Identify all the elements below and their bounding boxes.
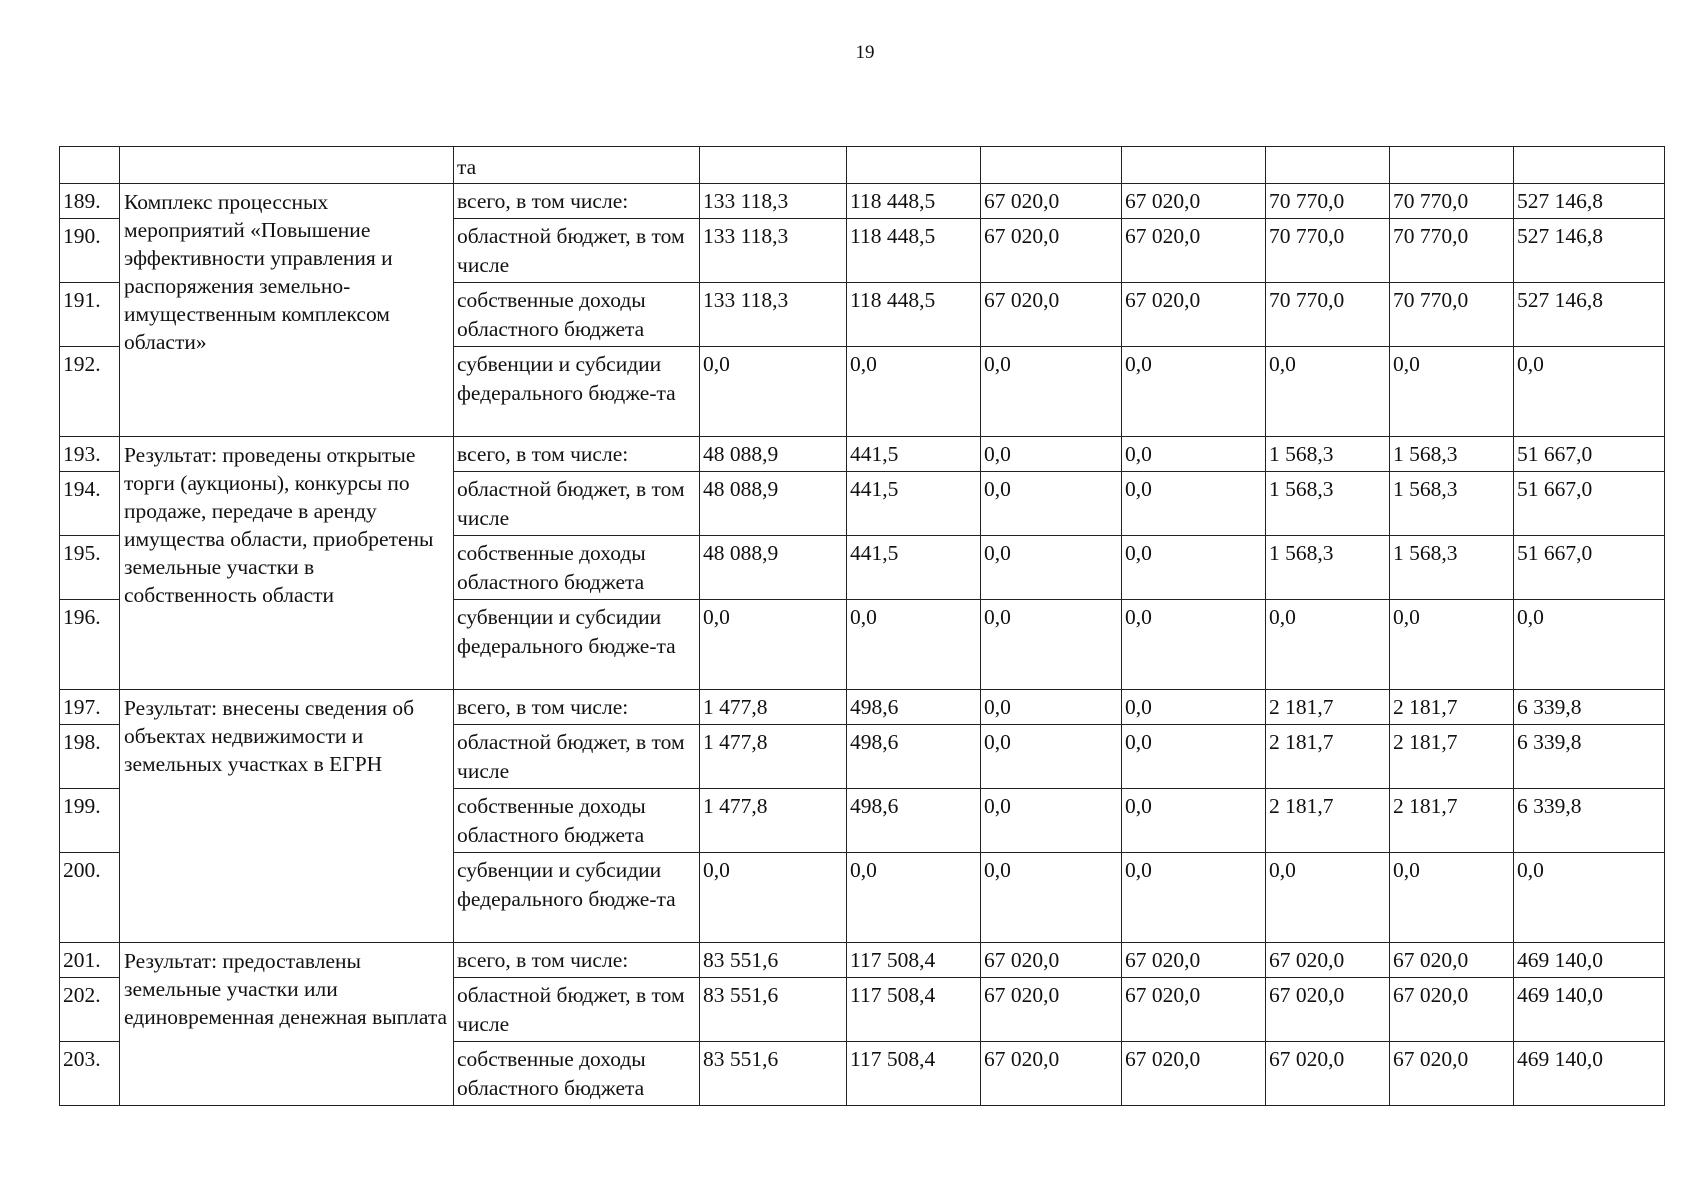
value-cell: 498,6 — [847, 789, 981, 853]
value-cell: 0,0 — [1122, 789, 1266, 853]
table-cell — [700, 147, 847, 184]
row-number: 203. — [60, 1042, 120, 1106]
value-cell: 0,0 — [1390, 853, 1514, 943]
value-cell: 0,0 — [981, 536, 1122, 600]
value-cell: 133 118,3 — [700, 283, 847, 347]
value-cell: 0,0 — [1514, 853, 1665, 943]
value-cell: 0,0 — [847, 347, 981, 437]
value-cell: 441,5 — [847, 437, 981, 472]
row-number: 193. — [60, 437, 120, 472]
event-description: Результат: предоставлены земельные участки или единовременная денежная выплата — [120, 943, 454, 1106]
value-cell: 0,0 — [981, 347, 1122, 437]
value-cell: 0,0 — [847, 600, 981, 690]
value-cell: 67 020,0 — [1122, 978, 1266, 1042]
value-cell: 441,5 — [847, 472, 981, 536]
value-cell: 67 020,0 — [1390, 978, 1514, 1042]
row-number: 192. — [60, 347, 120, 437]
row-number: 201. — [60, 943, 120, 978]
value-cell: 67 020,0 — [981, 1042, 1122, 1106]
value-cell: 51 667,0 — [1514, 536, 1665, 600]
value-cell: 70 770,0 — [1390, 283, 1514, 347]
value-cell: 70 770,0 — [1390, 219, 1514, 283]
value-cell: 0,0 — [700, 347, 847, 437]
value-cell: 0,0 — [1122, 690, 1266, 725]
value-cell: 1 477,8 — [700, 690, 847, 725]
value-cell: 133 118,3 — [700, 219, 847, 283]
value-cell: 0,0 — [981, 437, 1122, 472]
funding-source: субвенции и субсидии федерального бюдже-та — [454, 853, 700, 943]
value-cell: 67 020,0 — [1122, 943, 1266, 978]
value-cell: 469 140,0 — [1514, 943, 1665, 978]
value-cell: 1 477,8 — [700, 789, 847, 853]
value-cell: 70 770,0 — [1266, 219, 1390, 283]
value-cell: 67 020,0 — [1122, 219, 1266, 283]
value-cell: 67 020,0 — [981, 283, 1122, 347]
value-cell: 1 568,3 — [1390, 536, 1514, 600]
table-cell — [847, 147, 981, 184]
table-cell — [1390, 147, 1514, 184]
value-cell: 0,0 — [1122, 725, 1266, 789]
table-cell — [981, 147, 1122, 184]
value-cell: 67 020,0 — [981, 943, 1122, 978]
table-cell — [60, 147, 120, 184]
budget-table — [59, 146, 1665, 1106]
value-cell: 527 146,8 — [1514, 184, 1665, 219]
value-cell: 67 020,0 — [1122, 184, 1266, 219]
value-cell: 469 140,0 — [1514, 1042, 1665, 1106]
value-cell: 0,0 — [700, 600, 847, 690]
value-cell: 0,0 — [981, 853, 1122, 943]
funding-source: субвенции и субсидии федерального бюдже-та — [454, 600, 700, 690]
table-row — [60, 184, 1665, 219]
value-cell: 0,0 — [981, 789, 1122, 853]
row-number: 189. — [60, 184, 120, 219]
funding-source: всего, в том числе: — [454, 943, 700, 978]
event-description: Результат: внесены сведения об объектах недвижимости и земельных участках в ЕГРН — [120, 690, 454, 943]
value-cell: 67 020,0 — [1266, 1042, 1390, 1106]
value-cell: 0,0 — [1122, 536, 1266, 600]
value-cell: 1 568,3 — [1266, 472, 1390, 536]
funding-source: собственные доходы областного бюджета — [454, 536, 700, 600]
funding-source: областной бюджет, в том числе — [454, 472, 700, 536]
event-description: Результат: проведены открытые торги (аукционы), конкурсы по продаже, передаче в аренду имущества области, приобретены земельные участки в собственность области — [120, 437, 454, 690]
value-cell: 67 020,0 — [1266, 978, 1390, 1042]
value-cell: 83 551,6 — [700, 1042, 847, 1106]
value-cell: 117 508,4 — [847, 943, 981, 978]
funding-source: собственные доходы областного бюджета — [454, 789, 700, 853]
row-number: 190. — [60, 219, 120, 283]
value-cell: 527 146,8 — [1514, 283, 1665, 347]
value-cell: 70 770,0 — [1266, 184, 1390, 219]
row-number: 191. — [60, 283, 120, 347]
value-cell: 0,0 — [1122, 437, 1266, 472]
value-cell: 441,5 — [847, 536, 981, 600]
value-cell: 118 448,5 — [847, 283, 981, 347]
table-cell — [1122, 147, 1266, 184]
row-number: 195. — [60, 536, 120, 600]
value-cell: 469 140,0 — [1514, 978, 1665, 1042]
row-number: 194. — [60, 472, 120, 536]
value-cell: 118 448,5 — [847, 184, 981, 219]
funding-source: собственные доходы областного бюджета — [454, 283, 700, 347]
value-cell: 6 339,8 — [1514, 690, 1665, 725]
value-cell: 117 508,4 — [847, 1042, 981, 1106]
value-cell: 67 020,0 — [1122, 283, 1266, 347]
value-cell: 0,0 — [1514, 347, 1665, 437]
table-cell — [120, 147, 454, 184]
value-cell: 0,0 — [1266, 600, 1390, 690]
row-number: 197. — [60, 690, 120, 725]
funding-source: областной бюджет, в том числе — [454, 725, 700, 789]
row-number: 196. — [60, 600, 120, 690]
value-cell: 498,6 — [847, 690, 981, 725]
value-cell: 0,0 — [981, 472, 1122, 536]
funding-source: всего, в том числе: — [454, 690, 700, 725]
funding-source: субвенции и субсидии федерального бюдже-та — [454, 347, 700, 437]
row-number: 199. — [60, 789, 120, 853]
table-cell — [1266, 147, 1390, 184]
value-cell: 51 667,0 — [1514, 472, 1665, 536]
value-cell: 1 477,8 — [700, 725, 847, 789]
table-row — [60, 943, 1665, 978]
value-cell: 6 339,8 — [1514, 789, 1665, 853]
value-cell: 1 568,3 — [1390, 437, 1514, 472]
value-cell: 48 088,9 — [700, 437, 847, 472]
value-cell: 0,0 — [981, 600, 1122, 690]
funding-source: собственные доходы областного бюджета — [454, 1042, 700, 1106]
value-cell: 2 181,7 — [1390, 725, 1514, 789]
page-number: 19 — [855, 42, 875, 63]
value-cell: 0,0 — [1514, 600, 1665, 690]
continuation-fragment: та — [454, 147, 700, 184]
value-cell: 118 448,5 — [847, 219, 981, 283]
value-cell: 0,0 — [1266, 347, 1390, 437]
funding-source: всего, в том числе: — [454, 437, 700, 472]
value-cell: 6 339,8 — [1514, 725, 1665, 789]
value-cell: 67 020,0 — [1122, 1042, 1266, 1106]
row-number: 200. — [60, 853, 120, 943]
value-cell: 67 020,0 — [981, 184, 1122, 219]
table-row — [60, 690, 1665, 725]
value-cell: 67 020,0 — [1266, 943, 1390, 978]
value-cell: 2 181,7 — [1266, 789, 1390, 853]
value-cell: 0,0 — [1122, 472, 1266, 536]
value-cell: 0,0 — [847, 853, 981, 943]
value-cell: 67 020,0 — [1390, 1042, 1514, 1106]
funding-source: областной бюджет, в том числе — [454, 219, 700, 283]
value-cell: 2 181,7 — [1390, 789, 1514, 853]
value-cell: 2 181,7 — [1266, 690, 1390, 725]
continuation-row — [60, 147, 1665, 184]
value-cell: 133 118,3 — [700, 184, 847, 219]
value-cell: 70 770,0 — [1266, 283, 1390, 347]
value-cell: 117 508,4 — [847, 978, 981, 1042]
row-number: 198. — [60, 725, 120, 789]
value-cell: 0,0 — [700, 853, 847, 943]
value-cell: 527 146,8 — [1514, 219, 1665, 283]
value-cell: 0,0 — [1390, 600, 1514, 690]
value-cell: 70 770,0 — [1390, 184, 1514, 219]
value-cell: 0,0 — [1266, 853, 1390, 943]
value-cell: 2 181,7 — [1266, 725, 1390, 789]
value-cell: 48 088,9 — [700, 472, 847, 536]
value-cell: 67 020,0 — [981, 219, 1122, 283]
value-cell: 498,6 — [847, 725, 981, 789]
event-description: Комплекс процессных мероприятий «Повышение эффективности управления и распоряжения земельно-имущественным комплексом области» — [120, 184, 454, 437]
value-cell: 1 568,3 — [1266, 536, 1390, 600]
value-cell: 67 020,0 — [1390, 943, 1514, 978]
value-cell: 51 667,0 — [1514, 437, 1665, 472]
value-cell: 1 568,3 — [1266, 437, 1390, 472]
table-row — [60, 437, 1665, 472]
value-cell: 0,0 — [1390, 347, 1514, 437]
funding-source: областной бюджет, в том числе — [454, 978, 700, 1042]
value-cell: 0,0 — [1122, 600, 1266, 690]
table-cell — [1514, 147, 1665, 184]
value-cell: 0,0 — [981, 690, 1122, 725]
value-cell: 0,0 — [981, 725, 1122, 789]
value-cell: 1 568,3 — [1390, 472, 1514, 536]
value-cell: 48 088,9 — [700, 536, 847, 600]
value-cell: 0,0 — [1122, 347, 1266, 437]
value-cell: 2 181,7 — [1390, 690, 1514, 725]
value-cell: 83 551,6 — [700, 978, 847, 1042]
value-cell: 67 020,0 — [981, 978, 1122, 1042]
row-number: 202. — [60, 978, 120, 1042]
funding-source: всего, в том числе: — [454, 184, 700, 219]
value-cell: 0,0 — [1122, 853, 1266, 943]
value-cell: 83 551,6 — [700, 943, 847, 978]
